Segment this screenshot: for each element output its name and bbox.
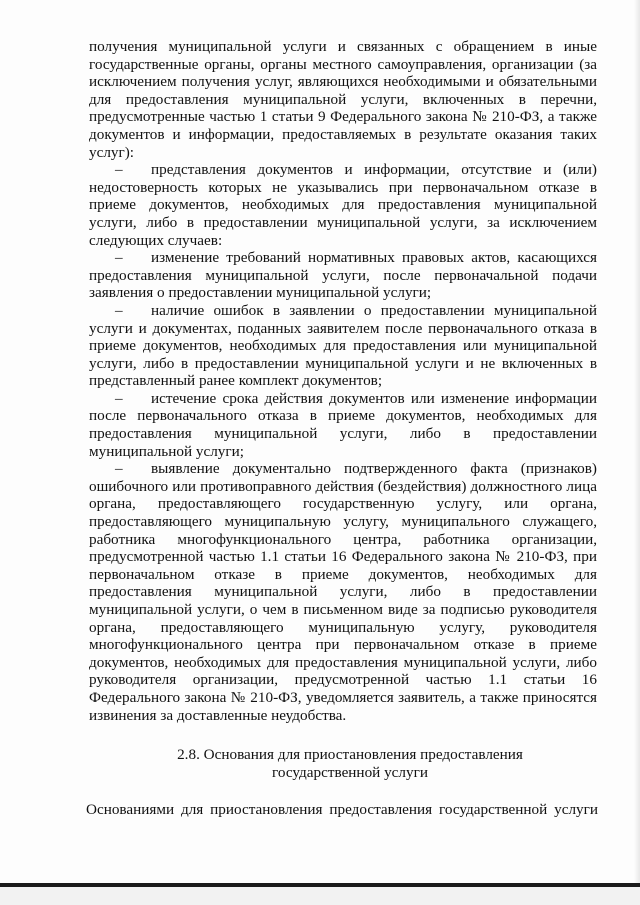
scan-edge-shade <box>634 0 640 883</box>
list-item-text: представления документов и информации, отсутствие и (или) недостоверность которых не указывались при первоначальном отказе в приеме документов, необходимых для предоставления муниципальной услуги, либо в предоставлении муниципальной услуги, за исключением следующих случаев: <box>89 161 597 249</box>
list-item-text: изменение требований нормативных правовых актов, касающихся предоставления муниципальной услуги, после первоначальной подачи заявления о предоставлении муниципальной услуги; <box>89 249 597 302</box>
dash-marker: – <box>115 460 123 478</box>
document-body <box>86 38 598 819</box>
dash-marker: – <box>115 389 123 407</box>
list-item-dash-5 <box>89 460 597 724</box>
paragraph-last: Основаниями для приостановления предоставления государственной услуги <box>86 801 598 819</box>
list-item-text: наличие ошибок в заявлении о предоставлении муниципальной услуги и документах, поданных заявителем после первоначального отказа в приеме документов, необходимых для предоставления или муниципальной услуги, либо в предоставлении муниципальной услуги и не включенных в представленный ранее комплект документов; <box>89 301 597 390</box>
list-item-dash-4 <box>89 390 597 460</box>
list-item-dash-3 <box>89 302 597 390</box>
paragraph-continuation: получения муниципальной услуги и связанных с обращением в иные государственные органы, органы местного самоуправления, организации (за исключением получения услуг, являющихся необходимыми и обязательными для предоставления муниципальной услуги, включенных в перечни, предусмотренные частью 1 статьи 9 Федерального закона № 210-ФЗ, а также документов и информации, предоставляемых в результате оказания таких услуг): <box>89 38 597 161</box>
list-item-dash-1 <box>89 161 597 249</box>
section-heading <box>89 746 597 781</box>
list-item-text: выявление документально подтвержденного факта (признаков) ошибочного или противоправного действия (бездействия) должностного лица органа, предоставляющего государственную услугу, или органа, предоставляющего муниципальную услугу, муниципального служащего, работника многофункционального центра, работника организации, предусмотренной частью 1.1 статьи 16 Федерального закона № 210-ФЗ, при первоначальном отказе в приеме документов, необходимых для предоставления муниципальной услуги, либо в предоставлении муниципальной услуги, о чем в письменном виде за подписью руководителя органа, предоставляющего муниципальную услугу, руководителя многофункционального центра при первоначальном отказе в приеме документов, необходимых для предоставления муниципальной услуги, либо руководителя организации, предусмотренной частью 1.1 статьи 16 Федерального закона № 210-ФЗ, уведомляется заявитель, а также приносятся извинения за доставленные неудобства. <box>89 460 597 724</box>
dash-marker: – <box>115 249 123 267</box>
list-item-dash-2 <box>89 249 597 302</box>
scan-bottom-margin <box>0 887 640 905</box>
section-heading-line-1: 2.8. Основания для приостановления предоставления <box>177 746 523 764</box>
dash-marker: – <box>115 301 123 319</box>
dash-marker: – <box>115 161 123 179</box>
section-heading-line-2: государственной услуги <box>272 763 428 781</box>
list-item-text: истечение срока действия документов или изменение информации после первоначального отказа в приеме документов, необходимых для предоставления муниципальной услуги, либо в предоставлении муниципальной услуги; <box>89 389 597 460</box>
